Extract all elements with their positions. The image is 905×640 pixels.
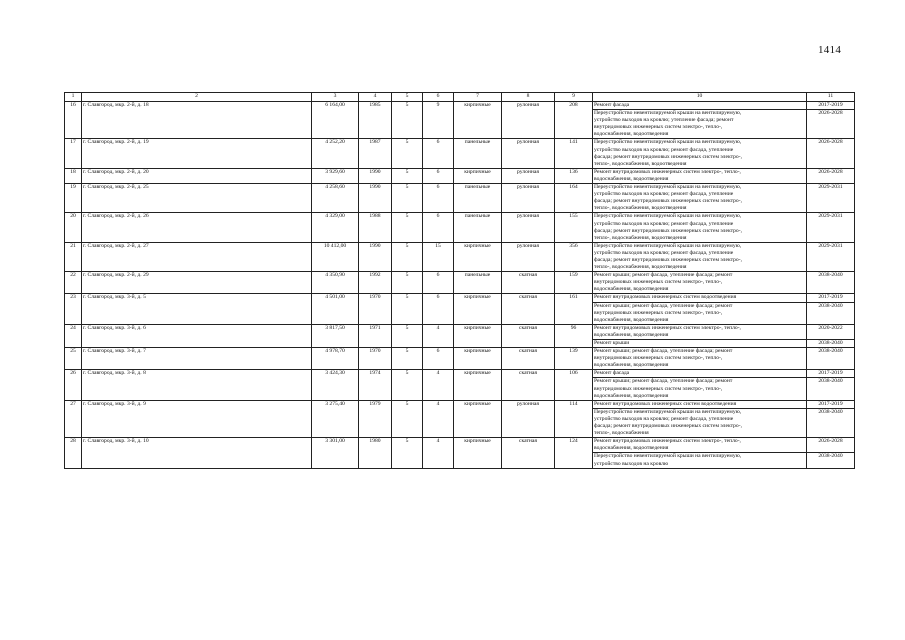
area-cell: 4 252,20 xyxy=(312,139,359,168)
work-description-line: внутридомовых инженерных систем электро-, тепло-, xyxy=(594,309,723,316)
work-description-line: Ремонт внутридомовых инженерных систем водоотведения xyxy=(594,294,737,301)
column-9-cell: 96 xyxy=(555,324,593,347)
work-description-cell xyxy=(593,370,807,378)
work-description-line: тепло-, водоснабжения xyxy=(594,430,649,437)
column-9-cell: 124 xyxy=(555,438,593,468)
work-description-line: водоснабжения, водоотведения xyxy=(594,286,669,293)
table-row xyxy=(65,168,855,183)
wall-material-cell: кирпичные xyxy=(454,324,502,347)
period-cell: 2038-2040 xyxy=(807,453,855,468)
work-description-line: Ремонт крыши xyxy=(594,340,630,346)
column-9-cell: 136 xyxy=(555,168,593,183)
work-description-text xyxy=(594,139,805,167)
year-cell: 1987 xyxy=(359,139,392,168)
roof-type-cell: скатная xyxy=(502,294,555,324)
work-description-line: устройство выходов на кровлю; ремонт фасада, утепление xyxy=(594,249,734,256)
year-cell: 1990 xyxy=(359,184,392,213)
work-description-text xyxy=(594,378,805,399)
column-5-cell: 5 xyxy=(392,242,423,271)
year-cell: 1990 xyxy=(359,168,392,183)
row-number-cell: 21 xyxy=(65,242,82,271)
column-9-cell: 159 xyxy=(555,272,593,294)
work-description-cell xyxy=(593,453,807,468)
work-description-cell xyxy=(593,242,807,271)
column-6-cell: 6 xyxy=(423,294,454,324)
address-cell: г. Славгород, мкр. 2-й, д. 25 xyxy=(82,184,312,213)
work-description-line: водоснабжения, водоотведения xyxy=(594,131,669,138)
area-cell: 6 164,00 xyxy=(312,102,359,139)
period-cell: 2026-2028 xyxy=(807,438,855,453)
column-5-cell: 5 xyxy=(392,400,423,437)
column-number: 9 xyxy=(555,93,593,102)
work-description-line: водоснабжения, водоотведения xyxy=(594,392,669,399)
column-9-cell: 161 xyxy=(555,294,593,324)
roof-type-cell: скатная xyxy=(502,324,555,347)
work-description-text xyxy=(594,169,805,183)
work-description-text xyxy=(594,325,805,339)
repair-program-table xyxy=(64,92,855,469)
column-number-row xyxy=(65,93,855,102)
work-description-line: устройство выходов на кровлю xyxy=(594,460,669,467)
address-cell: г. Славгород, мкр. 2-й, д. 18 xyxy=(82,102,312,139)
period-cell: 2038-2040 xyxy=(807,378,855,400)
period-cell: 2029-2031 xyxy=(807,213,855,242)
work-description-cell xyxy=(593,302,807,324)
work-description-line: Ремонт фасада xyxy=(594,370,630,377)
work-description-line: внутридомовых инженерных систем электро-, тепло-, xyxy=(594,279,723,286)
column-6-cell: 4 xyxy=(423,400,454,437)
roof-type-cell: скатная xyxy=(502,370,555,400)
address-cell: г. Славгород, мкр. 3-й, д. 5 xyxy=(82,294,312,324)
wall-material-cell: кирпичные xyxy=(454,370,502,400)
period-cell: 2038-2040 xyxy=(807,272,855,294)
work-description-text xyxy=(594,438,805,452)
table-row xyxy=(65,400,855,408)
wall-material-cell: кирпичные xyxy=(454,438,502,468)
work-description-line: фасада; ремонт внутридомовых инженерных систем электро-, xyxy=(594,153,742,160)
year-cell: 1985 xyxy=(359,102,392,139)
wall-material-cell: кирпичные xyxy=(454,102,502,139)
work-description-line: водоснабжения, водоотведения xyxy=(594,362,669,369)
work-description-line: водоснабжения, водоотведения xyxy=(594,175,669,182)
area-cell: 4 501,00 xyxy=(312,294,359,324)
work-description-line: устройство выходов на кровлю; ремонт фасада, утепление xyxy=(594,415,734,422)
table-row xyxy=(65,242,855,271)
column-number: 2 xyxy=(82,93,312,102)
area-cell: 3 929,60 xyxy=(312,168,359,183)
column-number: 3 xyxy=(312,93,359,102)
work-description-line: фасада; ремонт внутридомовых инженерных систем электро-, xyxy=(594,198,742,205)
column-6-cell: 4 xyxy=(423,324,454,347)
year-cell: 1992 xyxy=(359,272,392,294)
work-description-text xyxy=(594,272,805,293)
year-cell: 1970 xyxy=(359,348,392,370)
area-cell: 10 412,00 xyxy=(312,242,359,271)
area-cell: 3 817,50 xyxy=(312,324,359,347)
wall-material-cell: панельные xyxy=(454,184,502,213)
period-cell: 2020-2022 xyxy=(807,324,855,339)
area-cell: 4 978,70 xyxy=(312,348,359,370)
row-number-cell: 24 xyxy=(65,324,82,347)
work-description-line: внутридомовых инженерных систем электро-, тепло-, xyxy=(594,124,723,131)
year-cell: 1979 xyxy=(359,400,392,437)
column-5-cell: 5 xyxy=(392,348,423,370)
column-9-cell: 139 xyxy=(555,348,593,370)
period-cell: 2038-2040 xyxy=(807,408,855,437)
row-number-cell: 19 xyxy=(65,184,82,213)
table-row xyxy=(65,438,855,453)
work-description-line: внутридомовых инженерных систем электро-, тепло-, xyxy=(594,355,723,362)
work-description-cell xyxy=(593,378,807,400)
work-description-text xyxy=(594,409,805,437)
work-description-line: Ремонт крыши; ремонт фасада, утепление фасада; ремонт xyxy=(594,348,733,355)
column-5-cell: 5 xyxy=(392,370,423,400)
period-cell: 2038-2040 xyxy=(807,340,855,348)
column-6-cell: 15 xyxy=(423,242,454,271)
work-description-cell xyxy=(593,184,807,213)
work-description-line: фасада; ремонт внутридомовых инженерных систем электро-, xyxy=(594,227,742,234)
work-description-line: устройство выходов на кровлю; ремонт фасада, утепление xyxy=(594,146,734,153)
column-9-cell: 164 xyxy=(555,184,593,213)
work-description-text xyxy=(594,184,805,212)
row-number-cell: 27 xyxy=(65,400,82,437)
row-number-cell: 22 xyxy=(65,272,82,294)
work-description-text xyxy=(594,401,805,408)
work-description-line: тепло-, водоснабжения, водоотведения xyxy=(594,264,687,271)
address-cell: г. Славгород, мкр. 2-й, д. 20 xyxy=(82,168,312,183)
column-5-cell: 5 xyxy=(392,438,423,468)
column-5-cell: 5 xyxy=(392,168,423,183)
work-description-cell xyxy=(593,168,807,183)
column-9-cell: 141 xyxy=(555,139,593,168)
work-description-line: водоснабжения, водоотведения xyxy=(594,316,669,323)
address-cell: г. Славгород, мкр. 3-й, д. 10 xyxy=(82,438,312,468)
work-description-line: фасада; ремонт внутридомовых инженерных систем электро-, xyxy=(594,423,742,430)
work-description-cell xyxy=(593,348,807,370)
address-cell: г. Славгород, мкр. 2-й, д. 27 xyxy=(82,242,312,271)
row-number-cell: 23 xyxy=(65,294,82,324)
column-5-cell: 5 xyxy=(392,102,423,139)
period-cell: 2026-2028 xyxy=(807,168,855,183)
address-cell: г. Славгород, мкр. 3-й, д. 8 xyxy=(82,370,312,400)
work-description-line: Переустройство невентилируемой крыши на вентилируемую, xyxy=(594,110,742,117)
table-row xyxy=(65,139,855,168)
wall-material-cell: кирпичные xyxy=(454,400,502,437)
table-row xyxy=(65,324,855,339)
column-5-cell: 5 xyxy=(392,272,423,294)
column-6-cell: 6 xyxy=(423,272,454,294)
table-row xyxy=(65,102,855,110)
work-description-cell xyxy=(593,340,807,348)
work-description-line: Ремонт внутридомовых инженерных систем водоотведения xyxy=(594,400,737,407)
wall-material-cell: кирпичные xyxy=(454,294,502,324)
row-number-cell: 16 xyxy=(65,102,82,139)
period-cell: 2017-2019 xyxy=(807,370,855,378)
roof-type-cell: рулонная xyxy=(502,102,555,139)
work-description-line: Переустройство невентилируемой крыши на вентилируемую, xyxy=(594,139,742,146)
wall-material-cell: панельные xyxy=(454,213,502,242)
work-description-cell xyxy=(593,213,807,242)
work-description-line: водоснабжения, водоотведения xyxy=(594,331,669,338)
roof-type-cell: скатная xyxy=(502,272,555,294)
column-6-cell: 6 xyxy=(423,184,454,213)
period-cell: 2026-2028 xyxy=(807,110,855,139)
roof-type-cell: рулонная xyxy=(502,184,555,213)
year-cell: 1990 xyxy=(359,242,392,271)
table-row xyxy=(65,213,855,242)
column-9-cell: 106 xyxy=(555,370,593,400)
work-description-text xyxy=(594,102,805,109)
roof-type-cell: рулонная xyxy=(502,242,555,271)
work-description-text xyxy=(594,303,805,324)
column-6-cell: 6 xyxy=(423,139,454,168)
work-description-cell xyxy=(593,294,807,302)
work-description-line: Переустройство невентилируемой крыши на вентилируемую, xyxy=(594,242,742,249)
work-description-text xyxy=(594,110,805,138)
year-cell: 1974 xyxy=(359,370,392,400)
work-description-line: тепло-, водоснабжения, водоотведения xyxy=(594,205,687,212)
table-row xyxy=(65,294,855,302)
column-number: 11 xyxy=(807,93,855,102)
roof-type-cell: рулонная xyxy=(502,139,555,168)
wall-material-cell: панельные xyxy=(454,272,502,294)
work-description-cell xyxy=(593,408,807,437)
table-row xyxy=(65,272,855,294)
period-cell: 2029-2031 xyxy=(807,242,855,271)
address-cell: г. Славгород, мкр. 3-й, д. 6 xyxy=(82,324,312,347)
column-number: 5 xyxy=(392,93,423,102)
row-number-cell: 28 xyxy=(65,438,82,468)
work-description-cell xyxy=(593,110,807,139)
column-6-cell: 4 xyxy=(423,438,454,468)
roof-type-cell: скатная xyxy=(502,348,555,370)
area-cell: 3 301,00 xyxy=(312,438,359,468)
column-5-cell: 5 xyxy=(392,184,423,213)
work-description-text xyxy=(594,340,805,347)
address-cell: г. Славгород, мкр. 3-й, д. 9 xyxy=(82,400,312,437)
work-description-line: Переустройство невентилируемой крыши на вентилируемую, xyxy=(594,184,742,191)
address-cell: г. Славгород, мкр. 2-й, д. 19 xyxy=(82,139,312,168)
work-description-cell xyxy=(593,272,807,294)
work-description-text xyxy=(594,348,805,369)
column-6-cell: 4 xyxy=(423,370,454,400)
work-description-cell xyxy=(593,400,807,408)
column-6-cell: 9 xyxy=(423,102,454,139)
page-number: 1414 xyxy=(818,44,842,56)
year-cell: 1980 xyxy=(359,438,392,468)
column-6-cell: 6 xyxy=(423,168,454,183)
work-description-text xyxy=(594,243,805,271)
roof-type-cell: скатная xyxy=(502,438,555,468)
table-row xyxy=(65,348,855,370)
column-6-cell: 6 xyxy=(423,348,454,370)
work-description-line: устройство выходов на кровлю; утепление фасада; ремонт xyxy=(594,117,734,124)
row-number-cell: 18 xyxy=(65,168,82,183)
column-number: 1 xyxy=(65,93,82,102)
period-cell: 2017-2019 xyxy=(807,294,855,302)
column-9-cell: 356 xyxy=(555,242,593,271)
wall-material-cell: кирпичные xyxy=(454,242,502,271)
column-5-cell: 5 xyxy=(392,139,423,168)
roof-type-cell: рулонная xyxy=(502,213,555,242)
period-cell: 2038-2040 xyxy=(807,348,855,370)
work-description-cell xyxy=(593,102,807,110)
roof-type-cell: рулонная xyxy=(502,168,555,183)
area-cell: 3 424,30 xyxy=(312,370,359,400)
roof-type-cell: рулонная xyxy=(502,400,555,437)
column-9-cell: 155 xyxy=(555,213,593,242)
column-number: 7 xyxy=(454,93,502,102)
work-description-line: Ремонт фасада xyxy=(594,102,630,108)
work-description-cell xyxy=(593,139,807,168)
area-cell: 4 350,90 xyxy=(312,272,359,294)
table-row xyxy=(65,184,855,213)
work-description-cell xyxy=(593,438,807,453)
column-5-cell: 5 xyxy=(392,213,423,242)
column-9-cell: 208 xyxy=(555,102,593,139)
work-description-line: тепло-, водоснабжения, водоотведения xyxy=(594,160,687,167)
work-description-line: Ремонт крыши; ремонт фасада, утепление фасада; ремонт xyxy=(594,378,733,385)
work-description-line: Переустройство невентилируемой крыши на вентилируемую, xyxy=(594,213,742,220)
work-description-line: устройство выходов на кровлю; ремонт фасада, утепление xyxy=(594,191,734,198)
row-number-cell: 25 xyxy=(65,348,82,370)
area-cell: 3 275,40 xyxy=(312,400,359,437)
work-description-text xyxy=(594,370,805,377)
work-description-line: Переустройство невентилируемой крыши на вентилируемую, xyxy=(594,408,742,415)
work-description-line: Ремонт внутридомовых инженерных систем электро-, тепло-, xyxy=(594,168,741,175)
table-row xyxy=(65,370,855,378)
column-9-cell: 114 xyxy=(555,400,593,437)
year-cell: 1970 xyxy=(359,294,392,324)
period-cell: 2038-2040 xyxy=(807,302,855,324)
wall-material-cell: кирпичные xyxy=(454,348,502,370)
work-description-line: внутридомовых инженерных систем электро-, тепло-, xyxy=(594,385,723,392)
work-description-line: фасада; ремонт внутридомовых инженерных систем электро-, xyxy=(594,256,742,263)
column-5-cell: 5 xyxy=(392,324,423,347)
address-cell: г. Славгород, мкр. 3-й, д. 7 xyxy=(82,348,312,370)
table-body xyxy=(65,102,855,469)
work-description-line: Ремонт внутридомовых инженерных систем электро-, тепло-, xyxy=(594,324,741,331)
work-description-line: Ремонт крыши; ремонт фасада, утепление фасада; ремонт xyxy=(594,302,733,309)
address-cell: г. Славгород, мкр. 2-й, д. 26 xyxy=(82,213,312,242)
period-cell: 2026-2028 xyxy=(807,139,855,168)
period-cell: 2017-2019 xyxy=(807,400,855,408)
work-description-text xyxy=(594,294,805,301)
year-cell: 1988 xyxy=(359,213,392,242)
column-number: 10 xyxy=(593,93,807,102)
work-description-cell xyxy=(593,324,807,339)
wall-material-cell: кирпичные xyxy=(454,168,502,183)
wall-material-cell: панельные xyxy=(454,139,502,168)
row-number-cell: 26 xyxy=(65,370,82,400)
area-cell: 4 329,00 xyxy=(312,213,359,242)
work-description-text xyxy=(594,453,805,467)
column-number: 4 xyxy=(359,93,392,102)
work-description-line: Ремонт крыши; ремонт фасада, утепление фасада; ремонт xyxy=(594,272,733,279)
work-description-text xyxy=(594,213,805,241)
column-6-cell: 6 xyxy=(423,213,454,242)
area-cell: 4 258,60 xyxy=(312,184,359,213)
period-cell: 2029-2031 xyxy=(807,184,855,213)
work-description-line: Ремонт внутридомовых инженерных систем электро-, тепло-, xyxy=(594,438,741,445)
work-description-line: устройство выходов на кровлю; ремонт фасада, утепление xyxy=(594,220,734,227)
work-description-line: Переустройство невентилируемой крыши на вентилируемую, xyxy=(594,453,742,460)
row-number-cell: 20 xyxy=(65,213,82,242)
column-number: 8 xyxy=(502,93,555,102)
row-number-cell: 17 xyxy=(65,139,82,168)
column-number: 6 xyxy=(423,93,454,102)
year-cell: 1971 xyxy=(359,324,392,347)
period-cell: 2017-2019 xyxy=(807,102,855,110)
work-description-line: тепло-, водоснабжения, водоотведения xyxy=(594,234,687,241)
work-description-line: водоснабжения, водоотведения xyxy=(594,445,669,452)
column-5-cell: 5 xyxy=(392,294,423,324)
address-cell: г. Славгород, мкр. 2-й, д. 29 xyxy=(82,272,312,294)
